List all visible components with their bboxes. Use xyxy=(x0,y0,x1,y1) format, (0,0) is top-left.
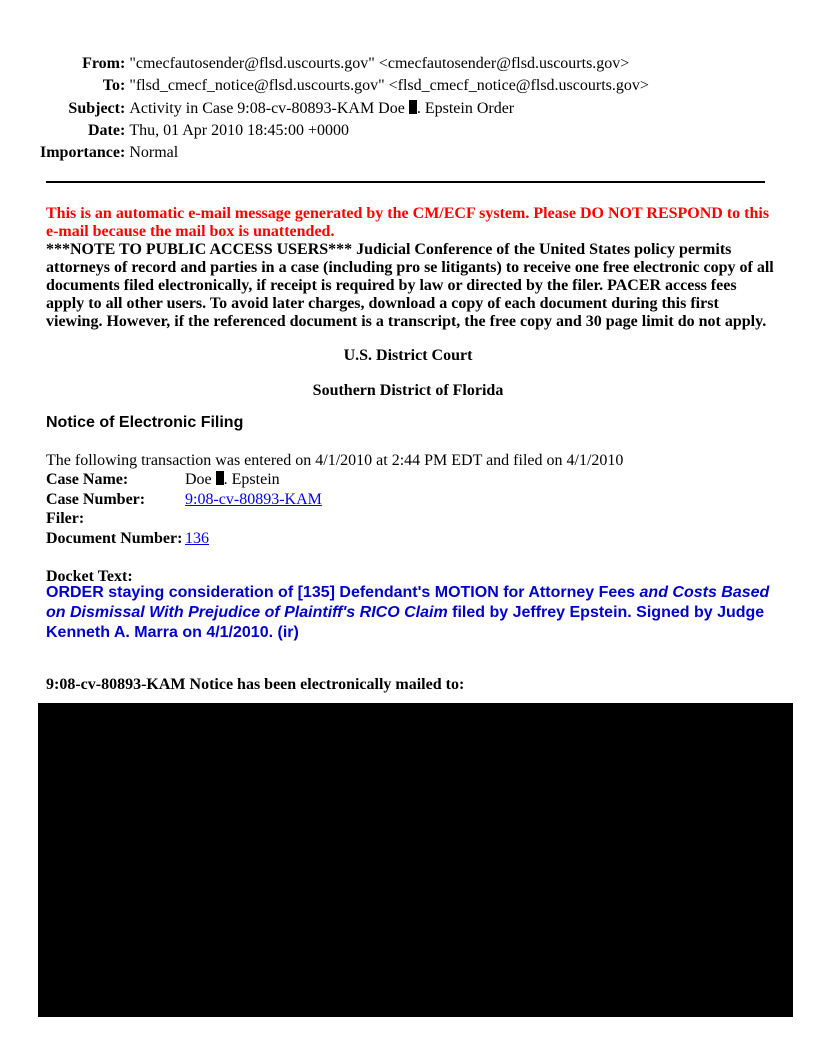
subject-text-start: Activity in Case 9:08-cv-80893-KAM Doe xyxy=(129,99,405,117)
docket-text-part2: filed by Jeffrey Epstein. Signed by Judge Kenneth A. Marra on 4/1/2010. (ir) xyxy=(46,604,765,641)
to-label: To: xyxy=(102,77,126,95)
date-value: Thu, 01 Apr 2010 18:45:00 +0000 xyxy=(129,121,349,139)
subject-row xyxy=(40,98,649,120)
subject-value xyxy=(129,98,649,120)
redaction-mark xyxy=(409,100,417,114)
court-name: U.S. District Court xyxy=(343,347,473,364)
to-value: "flsd_cmecf_notice@flsd.uscourts.gov" <flsd_cmecf_notice@flsd.uscourts.gov> xyxy=(129,77,649,95)
importance-value: Normal xyxy=(129,144,179,162)
document-number-link[interactable]: 136 xyxy=(185,529,209,547)
redaction-mark xyxy=(216,471,224,485)
case-number-cell xyxy=(185,490,322,510)
filer-row xyxy=(46,509,322,529)
from-value: "cmecfautosender@flsd.uscourts.gov" <cmecfautosender@flsd.uscourts.gov> xyxy=(129,55,630,72)
docket-text-part1: ORDER staying consideration of [135] Defendant's MOTION for Attorney Fees xyxy=(46,584,640,601)
mailed-notice-line: 9:08-cv-80893-KAM Notice has been electronically mailed to: xyxy=(46,676,465,693)
date-row xyxy=(40,120,649,142)
case-name-row xyxy=(46,470,322,490)
document-number-cell xyxy=(185,529,322,549)
from-row xyxy=(40,53,649,75)
filing-heading: Notice of Electronic Filing xyxy=(46,414,244,431)
auto-message-warning: This is an automatic e-mail message generated by the CM/ECF system. Please DO NOT RESPOND to this e-mail because the mail box is unattended. xyxy=(46,205,770,240)
docket-text xyxy=(46,583,781,643)
docket-text-italic: and Costs Based on Dismissal With Prejudice of Plaintiff's RICO Claim xyxy=(46,584,770,621)
importance-row xyxy=(40,142,649,164)
case-number-row xyxy=(46,490,322,510)
case-number-link[interactable]: 9:08-cv-80893-KAM xyxy=(185,490,322,508)
document-number-row xyxy=(46,529,322,549)
docket-text-label: Docket Text: xyxy=(46,568,133,585)
case-name-label: Case Name: xyxy=(46,471,129,488)
to-row xyxy=(40,75,649,97)
transaction-text: The following transaction was entered on 4/1/2010 at 2:44 PM EDT and filed on 4/1/2010 xyxy=(46,452,624,469)
subject-label: Subject: xyxy=(68,99,126,117)
case-info-table xyxy=(46,470,322,548)
email-header xyxy=(40,53,649,164)
importance-label: Importance: xyxy=(40,144,126,162)
filer-label: Filer: xyxy=(46,510,85,527)
case-number-label: Case Number: xyxy=(46,490,146,508)
filer-value xyxy=(185,509,322,529)
date-label: Date: xyxy=(88,121,126,139)
document-number-label: Document Number: xyxy=(46,529,183,547)
case-name-end: . Epstein xyxy=(223,471,280,488)
redacted-recipients-block xyxy=(38,703,793,1017)
court-district: Southern District of Florida xyxy=(312,382,504,399)
from-label: From: xyxy=(82,55,126,72)
public-access-note: ***NOTE TO PUBLIC ACCESS USERS*** Judicial Conference of the United States policy permits attorneys of record and parties in a case (including pro se litigants) to receive one free electronic copy of all documents filed electronically, if receipt is required by law or directed by the filer. PACER access fees apply to all other users. To avoid later charges, download a copy of each document during this first viewing. However, if the referenced document is a transcript, the free copy and 30 page limit do not apply. xyxy=(46,241,774,330)
header-divider xyxy=(46,181,765,183)
subject-text-end: . Epstein Order xyxy=(416,99,515,117)
case-name-start: Doe xyxy=(185,471,212,488)
case-name-value xyxy=(185,470,322,490)
